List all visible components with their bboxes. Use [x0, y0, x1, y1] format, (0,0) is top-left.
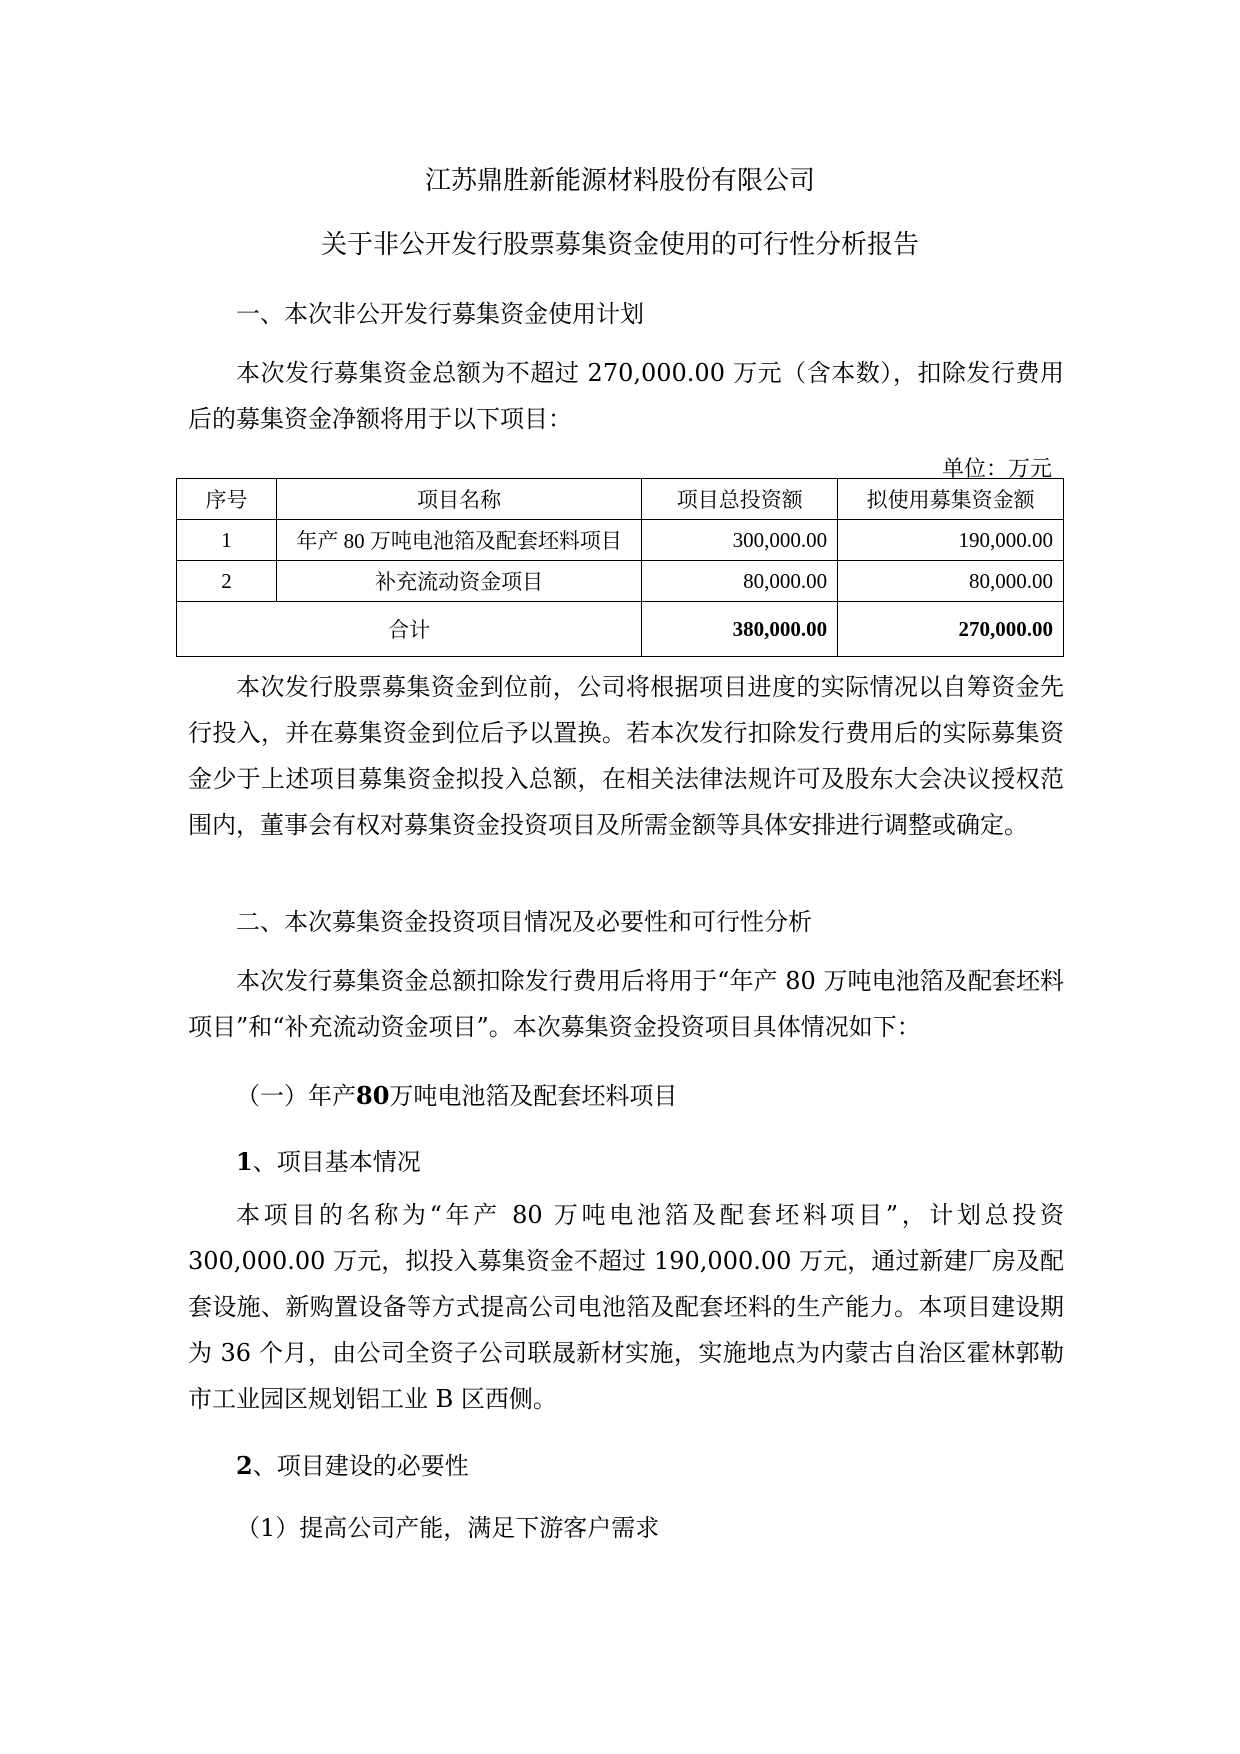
table-cell-total-investment: 80,000.00	[642, 561, 838, 602]
item-2-heading	[236, 1446, 469, 1481]
item-1-text: 、项目基本情况	[252, 1148, 421, 1176]
table-header-total-investment: 项目总投资额	[642, 479, 838, 520]
table-cell-raised-funds: 80,000.00	[838, 561, 1064, 602]
item-2-1-heading: （1）提高公司产能，满足下游客户需求	[236, 1514, 660, 1542]
table-cell-total-investment: 300,000.00	[642, 520, 838, 561]
section-2-intro-paragraph: 本次发行募集资金总额扣除发行费用后将用于“年产 80 万吨电池箔及配套坯料项目”和“补充流动资金项目”。本次募集资金投资项目具体情况如下：	[188, 967, 1064, 1041]
subsection-1-number: 80	[356, 1081, 390, 1110]
table-header-no: 序号	[177, 479, 277, 520]
table-header-raised-funds: 拟使用募集资金额	[838, 479, 1064, 520]
project-basic-info-paragraph: 本项目的名称为“年产 80 万吨电池箔及配套坯料项目”，计划总投资 300,000.00 万元，拟投入募集资金不超过 190,000.00 万元，通过新建厂房及配套设施、新购置设备等方式提高公司电池箔及配套坯料的生产能力。本项目建设期为 36 个月，由公司全资子公司联晟新材实施，实施地点为内蒙古自治区霍林郭勒市工业园区规划铝工业 B 区西侧。	[188, 1201, 1064, 1413]
table-total-row	[177, 602, 1064, 657]
item-2-text: 、项目建设的必要性	[252, 1452, 469, 1480]
section-1-funding-paragraph: 本次发行股票募集资金到位前，公司将根据项目进度的实际情况以自筹资金先行投入，并在募集资金到位后予以置换。若本次发行扣除发行费用后的实际募集资金少于上述项目募集资金拟投入总额，在相关法律法规许可及股东大会决议授权范围内，董事会有权对募集资金投资项目及所需金额等具体安排进行调整或确定。	[188, 673, 1064, 839]
item-1-number: 1	[236, 1147, 253, 1176]
table-header-row	[177, 479, 1064, 520]
table-total-label: 合计	[177, 602, 642, 657]
section-2-heading: 二、本次募集资金投资项目情况及必要性和可行性分析	[236, 908, 812, 936]
section-1-heading: 一、本次非公开发行募集资金使用计划	[236, 300, 644, 328]
table-header-project-name: 项目名称	[276, 479, 641, 520]
table-cell-project-name: 补充流动资金项目	[276, 561, 641, 602]
subsection-1-prefix: （一）年产	[236, 1082, 356, 1110]
table-row	[177, 561, 1064, 602]
table-cell-raised-funds: 190,000.00	[838, 520, 1064, 561]
table-cell-no: 2	[177, 561, 277, 602]
table-total-raised-funds: 270,000.00	[838, 602, 1064, 657]
section-1-intro-paragraph: 本次发行募集资金总额为不超过 270,000.00 万元（含本数），扣除发行费用后的募集资金净额将用于以下项目：	[188, 359, 1064, 433]
table-total-investment: 380,000.00	[642, 602, 838, 657]
document-title-report: 关于非公开发行股票募集资金使用的可行性分析报告	[320, 230, 919, 260]
subsection-1-heading	[236, 1076, 677, 1111]
item-1-heading	[236, 1142, 421, 1177]
fund-usage-table	[176, 478, 1064, 657]
item-2-number: 2	[236, 1451, 253, 1480]
subsection-1-suffix: 万吨电池箔及配套坯料项目	[389, 1082, 678, 1110]
table-cell-no: 1	[177, 520, 277, 561]
table-unit-label: 单位：万元	[941, 457, 1052, 482]
table-cell-project-name: 年产 80 万吨电池箔及配套坯料项目	[276, 520, 641, 561]
document-title-company: 江苏鼎胜新能源材料股份有限公司	[424, 166, 815, 196]
table-row	[177, 520, 1064, 561]
